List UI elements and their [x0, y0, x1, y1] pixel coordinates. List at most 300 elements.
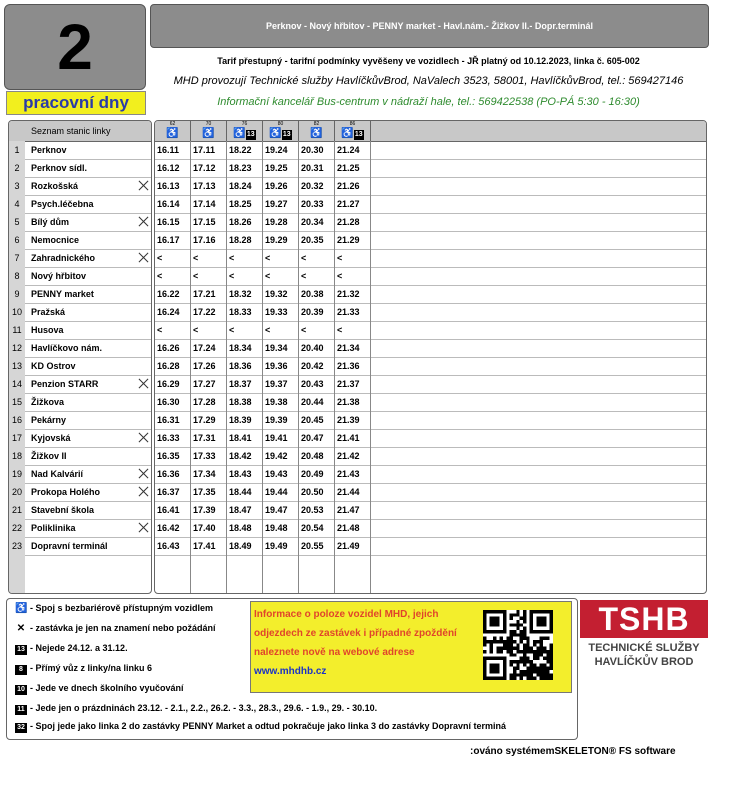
- trip-header: [335, 121, 371, 141]
- departure-time: <: [301, 271, 307, 281]
- departure-time: 19.28: [265, 217, 288, 227]
- trip-header: [299, 121, 335, 141]
- departure-time: 18.23: [229, 163, 252, 173]
- station-name: Stavební škola: [31, 505, 95, 515]
- departure-time: 20.39: [301, 307, 324, 317]
- departure-time: <: [265, 253, 271, 263]
- station-name: PENNY market: [31, 289, 94, 299]
- station-name: Psych.léčebna: [31, 199, 94, 209]
- time-row: [155, 375, 706, 394]
- tariff-info: Tarif přestupný - tarifní podmínky vyvěšeny ve vozidlech - JŘ platný od 10.12.2023, linka č. 605-002: [217, 56, 640, 66]
- trip-number: 82: [313, 121, 320, 127]
- badge-11-icon: 11: [15, 705, 27, 715]
- legend-text: - zastávka je jen na znamení nebo požádání: [30, 623, 216, 633]
- time-row: [155, 339, 706, 358]
- time-row: [155, 213, 706, 232]
- time-row: [155, 519, 706, 538]
- station-row: [9, 447, 151, 466]
- departure-time: 18.44: [229, 487, 252, 497]
- wheelchair-icon: ♿: [269, 128, 282, 139]
- station-name: Penzion STARR: [31, 379, 99, 389]
- departure-time: 21.36: [337, 361, 360, 371]
- logo-line2: HAVLÍČKŮV BROD: [594, 656, 694, 668]
- departure-time: 19.49: [265, 541, 288, 551]
- departure-time: 16.37: [157, 487, 180, 497]
- departure-time: 21.39: [337, 415, 360, 425]
- departure-time: 20.35: [301, 235, 324, 245]
- info-box: [250, 601, 572, 693]
- departure-time: 19.41: [265, 433, 288, 443]
- departure-time: 21.43: [337, 469, 360, 479]
- badge-8-icon: 8: [15, 665, 27, 675]
- logo-letters: TSHB: [598, 601, 690, 637]
- departure-time: 18.34: [229, 343, 252, 353]
- request-stop-icon: [139, 180, 149, 190]
- cross-icon: ✕: [16, 623, 26, 634]
- station-row: [9, 501, 151, 520]
- departure-time: 18.37: [229, 379, 252, 389]
- departure-time: 16.31: [157, 415, 180, 425]
- trip-number: 80: [277, 121, 284, 127]
- station-number: 12: [9, 339, 25, 357]
- time-row: [155, 447, 706, 466]
- station-name: Perknov: [31, 145, 67, 155]
- station-number: 10: [9, 303, 25, 321]
- station-row: [9, 393, 151, 412]
- departure-time: 19.32: [265, 289, 288, 299]
- departure-time: 16.11: [157, 145, 180, 155]
- departure-time: 18.42: [229, 451, 252, 461]
- departure-time: 20.54: [301, 523, 324, 533]
- departure-time: 19.36: [265, 361, 288, 371]
- wheelchair-icon: ♿: [15, 603, 28, 614]
- station-row: [9, 303, 151, 322]
- departure-time: 19.48: [265, 523, 288, 533]
- station-row: [9, 141, 151, 160]
- departure-time: 20.48: [301, 451, 324, 461]
- station-row: [9, 285, 151, 304]
- website-link[interactable]: www.mhdhb.cz: [254, 666, 327, 677]
- station-number: 18: [9, 447, 25, 465]
- departure-time: 17.35: [193, 487, 216, 497]
- departure-time: <: [193, 253, 199, 263]
- departure-time: 21.47: [337, 505, 360, 515]
- departure-time: 20.55: [301, 541, 324, 551]
- departure-time: 16.14: [157, 199, 180, 209]
- station-row: [9, 465, 151, 484]
- legend-item: [15, 643, 128, 655]
- column-divider: [226, 141, 227, 593]
- line-number-box: [4, 4, 146, 90]
- station-row: [9, 249, 151, 268]
- departure-time: 18.36: [229, 361, 252, 371]
- departure-time: 18.47: [229, 505, 252, 515]
- column-divider: [262, 141, 263, 593]
- request-stop-icon: [139, 468, 149, 478]
- station-number: 1: [9, 141, 25, 159]
- station-row: [9, 231, 151, 250]
- departure-time: 16.43: [157, 541, 180, 551]
- departure-time: <: [157, 271, 163, 281]
- departure-time: 20.42: [301, 361, 324, 371]
- departure-time: 21.24: [337, 145, 360, 155]
- departure-time: 16.28: [157, 361, 180, 371]
- tshb-logo: [580, 600, 708, 674]
- departure-time: 17.33: [193, 451, 216, 461]
- info-text: [254, 605, 484, 681]
- departure-time: 17.41: [193, 541, 216, 551]
- departure-time: 17.21: [193, 289, 216, 299]
- departure-time: 17.28: [193, 397, 216, 407]
- time-row: [155, 393, 706, 412]
- route-box: [150, 4, 709, 48]
- time-row: [155, 357, 706, 376]
- departure-time: 21.26: [337, 181, 360, 191]
- departure-time: 17.29: [193, 415, 216, 425]
- departure-time: 20.43: [301, 379, 324, 389]
- departure-time: <: [301, 325, 307, 335]
- departure-time: 18.32: [229, 289, 252, 299]
- departure-time: 16.41: [157, 505, 180, 515]
- departure-time: 19.26: [265, 181, 288, 191]
- departure-time: 16.33: [157, 433, 180, 443]
- station-name: Kyjovská: [31, 433, 71, 443]
- departure-time: 16.24: [157, 307, 180, 317]
- station-row: [9, 159, 151, 178]
- station-row: [9, 267, 151, 286]
- column-divider: [370, 141, 371, 593]
- departure-time: 20.50: [301, 487, 324, 497]
- column-divider: [334, 141, 335, 593]
- trip-icons: [191, 128, 226, 139]
- departure-time: 20.31: [301, 163, 324, 173]
- legend-text: - Spoj jede jako linka 2 do zastávky PENNY Market a odtud pokračuje jako linka 3 do zastávky Dopravní terminá: [30, 721, 506, 731]
- departure-time: 17.24: [193, 343, 216, 353]
- departure-time: 18.48: [229, 523, 252, 533]
- departure-time: 19.37: [265, 379, 288, 389]
- station-row: [9, 483, 151, 502]
- qr-code-icon[interactable]: [483, 610, 553, 680]
- departure-time: 19.29: [265, 235, 288, 245]
- trip-header: [191, 121, 227, 141]
- time-row: [155, 537, 706, 556]
- departure-time: <: [229, 253, 235, 263]
- badge-32-icon: 32: [15, 723, 27, 733]
- departure-time: 18.24: [229, 181, 252, 191]
- trip-number: 62: [169, 121, 176, 127]
- request-stop-icon: [139, 252, 149, 262]
- request-stop-icon: [139, 522, 149, 532]
- departure-time: 20.47: [301, 433, 324, 443]
- trip-number: 70: [205, 121, 212, 127]
- departure-time: 21.41: [337, 433, 360, 443]
- wheelchair-icon: ♿: [310, 128, 323, 139]
- time-row: [155, 411, 706, 430]
- departure-time: 18.38: [229, 397, 252, 407]
- departure-time: <: [337, 271, 343, 281]
- time-row: [155, 159, 706, 178]
- time-row: [155, 141, 706, 160]
- trip-icons: [227, 128, 262, 140]
- badge-10-icon: 10: [15, 685, 27, 695]
- station-name: Nový hřbitov: [31, 271, 87, 281]
- departure-time: 20.30: [301, 145, 324, 155]
- departure-time: <: [337, 325, 343, 335]
- departure-time: <: [193, 271, 199, 281]
- departure-time: 17.14: [193, 199, 216, 209]
- station-row: [9, 357, 151, 376]
- departure-time: 18.39: [229, 415, 252, 425]
- departure-time: 21.33: [337, 307, 360, 317]
- stations-panel: [8, 120, 152, 594]
- time-row: [155, 429, 706, 448]
- departure-time: 21.37: [337, 379, 360, 389]
- station-name: Pražská: [31, 307, 66, 317]
- departure-time: <: [229, 325, 235, 335]
- departure-time: 17.15: [193, 217, 216, 227]
- departure-time: 18.43: [229, 469, 252, 479]
- station-row: [9, 177, 151, 196]
- departure-time: 19.39: [265, 415, 288, 425]
- station-name: Pekárny: [31, 415, 67, 425]
- departure-time: 19.47: [265, 505, 288, 515]
- station-number: 13: [9, 357, 25, 375]
- station-number: 21: [9, 501, 25, 519]
- departure-time: <: [265, 325, 271, 335]
- departure-time: 16.30: [157, 397, 180, 407]
- trip-icons: [335, 128, 370, 140]
- legend-text: - Jede jen o prázdninách 23.12. - 2.1., 2.2., 26.2. - 3.3., 28.3., 29.6. - 1.9., 29. - 30.10.: [30, 703, 378, 713]
- station-name: Perknov sídl.: [31, 163, 88, 173]
- departure-time: 17.31: [193, 433, 216, 443]
- station-name: Zahradnického: [31, 253, 96, 263]
- station-number: 16: [9, 411, 25, 429]
- station-name: Poliklinika: [31, 523, 76, 533]
- departure-time: <: [337, 253, 343, 263]
- departure-time: 16.13: [157, 181, 180, 191]
- station-name: Nad Kalvárií: [31, 469, 84, 479]
- departure-time: 16.12: [157, 163, 180, 173]
- station-number: 15: [9, 393, 25, 411]
- legend-text: - Spoj s bezbariérově přístupným vozidlem: [30, 603, 214, 613]
- departure-time: <: [157, 325, 163, 335]
- departure-time: 19.34: [265, 343, 288, 353]
- station-name: Prokopa Holého: [31, 487, 101, 497]
- departure-time: 16.22: [157, 289, 180, 299]
- departure-time: <: [301, 253, 307, 263]
- trip-header: [155, 121, 191, 141]
- departure-time: 18.28: [229, 235, 252, 245]
- note-badge: 13: [282, 131, 291, 138]
- departure-time: 20.49: [301, 469, 324, 479]
- trip-icons: [263, 128, 298, 140]
- request-stop-icon: [139, 216, 149, 226]
- wheelchair-icon: ♿: [166, 128, 179, 139]
- departure-time: 16.35: [157, 451, 180, 461]
- departure-time: 16.26: [157, 343, 180, 353]
- station-number: 11: [9, 321, 25, 339]
- departure-time: 17.22: [193, 307, 216, 317]
- station-name: KD Ostrov: [31, 361, 76, 371]
- station-number: 9: [9, 285, 25, 303]
- departure-time: 18.22: [229, 145, 252, 155]
- departure-time: 17.34: [193, 469, 216, 479]
- departure-time: 21.25: [337, 163, 360, 173]
- departure-time: <: [157, 253, 163, 263]
- departure-time: 20.44: [301, 397, 324, 407]
- departure-time: 18.33: [229, 307, 252, 317]
- station-number: 14: [9, 375, 25, 393]
- station-number: 22: [9, 519, 25, 537]
- wheelchair-icon: ♿: [233, 128, 246, 139]
- departure-time: 17.16: [193, 235, 216, 245]
- departure-time: 18.49: [229, 541, 252, 551]
- departure-time: 17.13: [193, 181, 216, 191]
- departure-time: 21.34: [337, 343, 360, 353]
- departure-time: 21.42: [337, 451, 360, 461]
- time-row: [155, 177, 706, 196]
- departure-time: 20.45: [301, 415, 324, 425]
- legend-item: [15, 683, 184, 695]
- departure-time: 21.44: [337, 487, 360, 497]
- station-number: 7: [9, 249, 25, 267]
- column-divider: [190, 141, 191, 593]
- station-name: Havlíčkovo nám.: [31, 343, 103, 353]
- station-number: 6: [9, 231, 25, 249]
- station-row: [9, 519, 151, 538]
- departure-time: 21.28: [337, 217, 360, 227]
- info-office: Informační kancelář Bus-centrum v nádraží hale, tel.: 569422538 (PO-PÁ 5:30 - 16:30): [217, 96, 640, 108]
- trip-header: [227, 121, 263, 141]
- time-row: [155, 285, 706, 304]
- station-number: 5: [9, 213, 25, 231]
- station-row: [9, 213, 151, 232]
- departure-time: <: [229, 271, 235, 281]
- footer: :ováno systémemSKELETON® FS software: [470, 746, 676, 757]
- departure-time: 21.27: [337, 199, 360, 209]
- station-row: [9, 537, 151, 556]
- station-number: 20: [9, 483, 25, 501]
- note-badge: 13: [354, 131, 363, 138]
- time-row: [155, 483, 706, 502]
- departure-time: 19.44: [265, 487, 288, 497]
- departure-time: 17.11: [193, 145, 216, 155]
- station-name: Žižkov II: [31, 451, 67, 461]
- station-row: [9, 429, 151, 448]
- departure-time: 18.26: [229, 217, 252, 227]
- wheelchair-icon: ♿: [341, 128, 354, 139]
- station-row: [9, 411, 151, 430]
- line-number: 2: [57, 11, 93, 83]
- departure-time: 19.42: [265, 451, 288, 461]
- departure-time: 17.39: [193, 505, 216, 515]
- request-stop-icon: [139, 378, 149, 388]
- station-name: Dopravní terminál: [31, 541, 108, 551]
- departure-time: 19.24: [265, 145, 288, 155]
- departure-time: 17.26: [193, 361, 216, 371]
- legend-text: - Nejede 24.12. a 31.12.: [30, 643, 128, 653]
- station-number: 17: [9, 429, 25, 447]
- departure-time: 20.33: [301, 199, 324, 209]
- departure-time: 20.32: [301, 181, 324, 191]
- time-row: [155, 321, 706, 340]
- station-row: [9, 375, 151, 394]
- departure-time: 19.38: [265, 397, 288, 407]
- legend-item: [15, 663, 152, 675]
- logo-line1: TECHNICKÉ SLUŽBY: [588, 642, 700, 654]
- time-row: [155, 267, 706, 286]
- note-badge: 13: [246, 131, 255, 138]
- departure-time: 20.38: [301, 289, 324, 299]
- info-message: Informace o poloze vozidel MHD, jejich odjezdech ze zastávek i případné zpoždění naleznete nově na webové adrese: [254, 609, 457, 658]
- time-row: [155, 303, 706, 322]
- departure-time: 18.25: [229, 199, 252, 209]
- departure-time: 17.12: [193, 163, 216, 173]
- legend-item: [15, 623, 216, 634]
- badge-13-icon: 13: [15, 645, 27, 655]
- station-name: Rozkošská: [31, 181, 79, 191]
- departure-time: 20.34: [301, 217, 324, 227]
- time-row: [155, 501, 706, 520]
- request-stop-icon: [139, 432, 149, 442]
- trip-icons: [155, 128, 190, 139]
- departure-time: <: [265, 271, 271, 281]
- departure-time: 20.40: [301, 343, 324, 353]
- station-row: [9, 339, 151, 358]
- station-number: 3: [9, 177, 25, 195]
- legend-item: [15, 721, 506, 733]
- station-name: Nemocnice: [31, 235, 80, 245]
- departure-time: 19.27: [265, 199, 288, 209]
- day-type-label: pracovní dny: [6, 91, 146, 115]
- station-number: 4: [9, 195, 25, 213]
- column-divider: [298, 141, 299, 593]
- station-row: [9, 321, 151, 340]
- station-number: 2: [9, 159, 25, 177]
- trip-number: 76: [241, 121, 248, 127]
- station-name: Žižkova: [31, 397, 65, 407]
- stations-header: Seznam stanic linky: [9, 121, 151, 142]
- time-row: [155, 195, 706, 214]
- station-name: Bílý dům: [31, 217, 70, 227]
- departure-time: 19.43: [265, 469, 288, 479]
- departure-time: 21.38: [337, 397, 360, 407]
- legend-item: [15, 703, 377, 715]
- station-number: 19: [9, 465, 25, 483]
- station-row: [9, 195, 151, 214]
- station-number: 23: [9, 537, 25, 555]
- route-text: Perknov - Nový hřbitov - PENNY market - Havl.nám.- Žižkov II.- Dopr.terminál: [266, 21, 593, 31]
- departure-time: 21.48: [337, 523, 360, 533]
- trip-header: [263, 121, 299, 141]
- request-stop-icon: [139, 486, 149, 496]
- departure-time: 21.49: [337, 541, 360, 551]
- departure-time: 19.25: [265, 163, 288, 173]
- station-number: 8: [9, 267, 25, 285]
- legend-text: - Jede ve dnech školního vyučování: [30, 683, 184, 693]
- departure-time: 16.15: [157, 217, 180, 227]
- departure-time: 19.33: [265, 307, 288, 317]
- departure-time: 18.41: [229, 433, 252, 443]
- time-row: [155, 465, 706, 484]
- departure-time: 20.53: [301, 505, 324, 515]
- departure-time: 16.17: [157, 235, 180, 245]
- departure-time: 16.36: [157, 469, 180, 479]
- departure-time: 16.42: [157, 523, 180, 533]
- departure-time: 17.40: [193, 523, 216, 533]
- legend-text: - Přímý vůz z linky/na linku 6: [30, 663, 153, 673]
- departure-time: 21.29: [337, 235, 360, 245]
